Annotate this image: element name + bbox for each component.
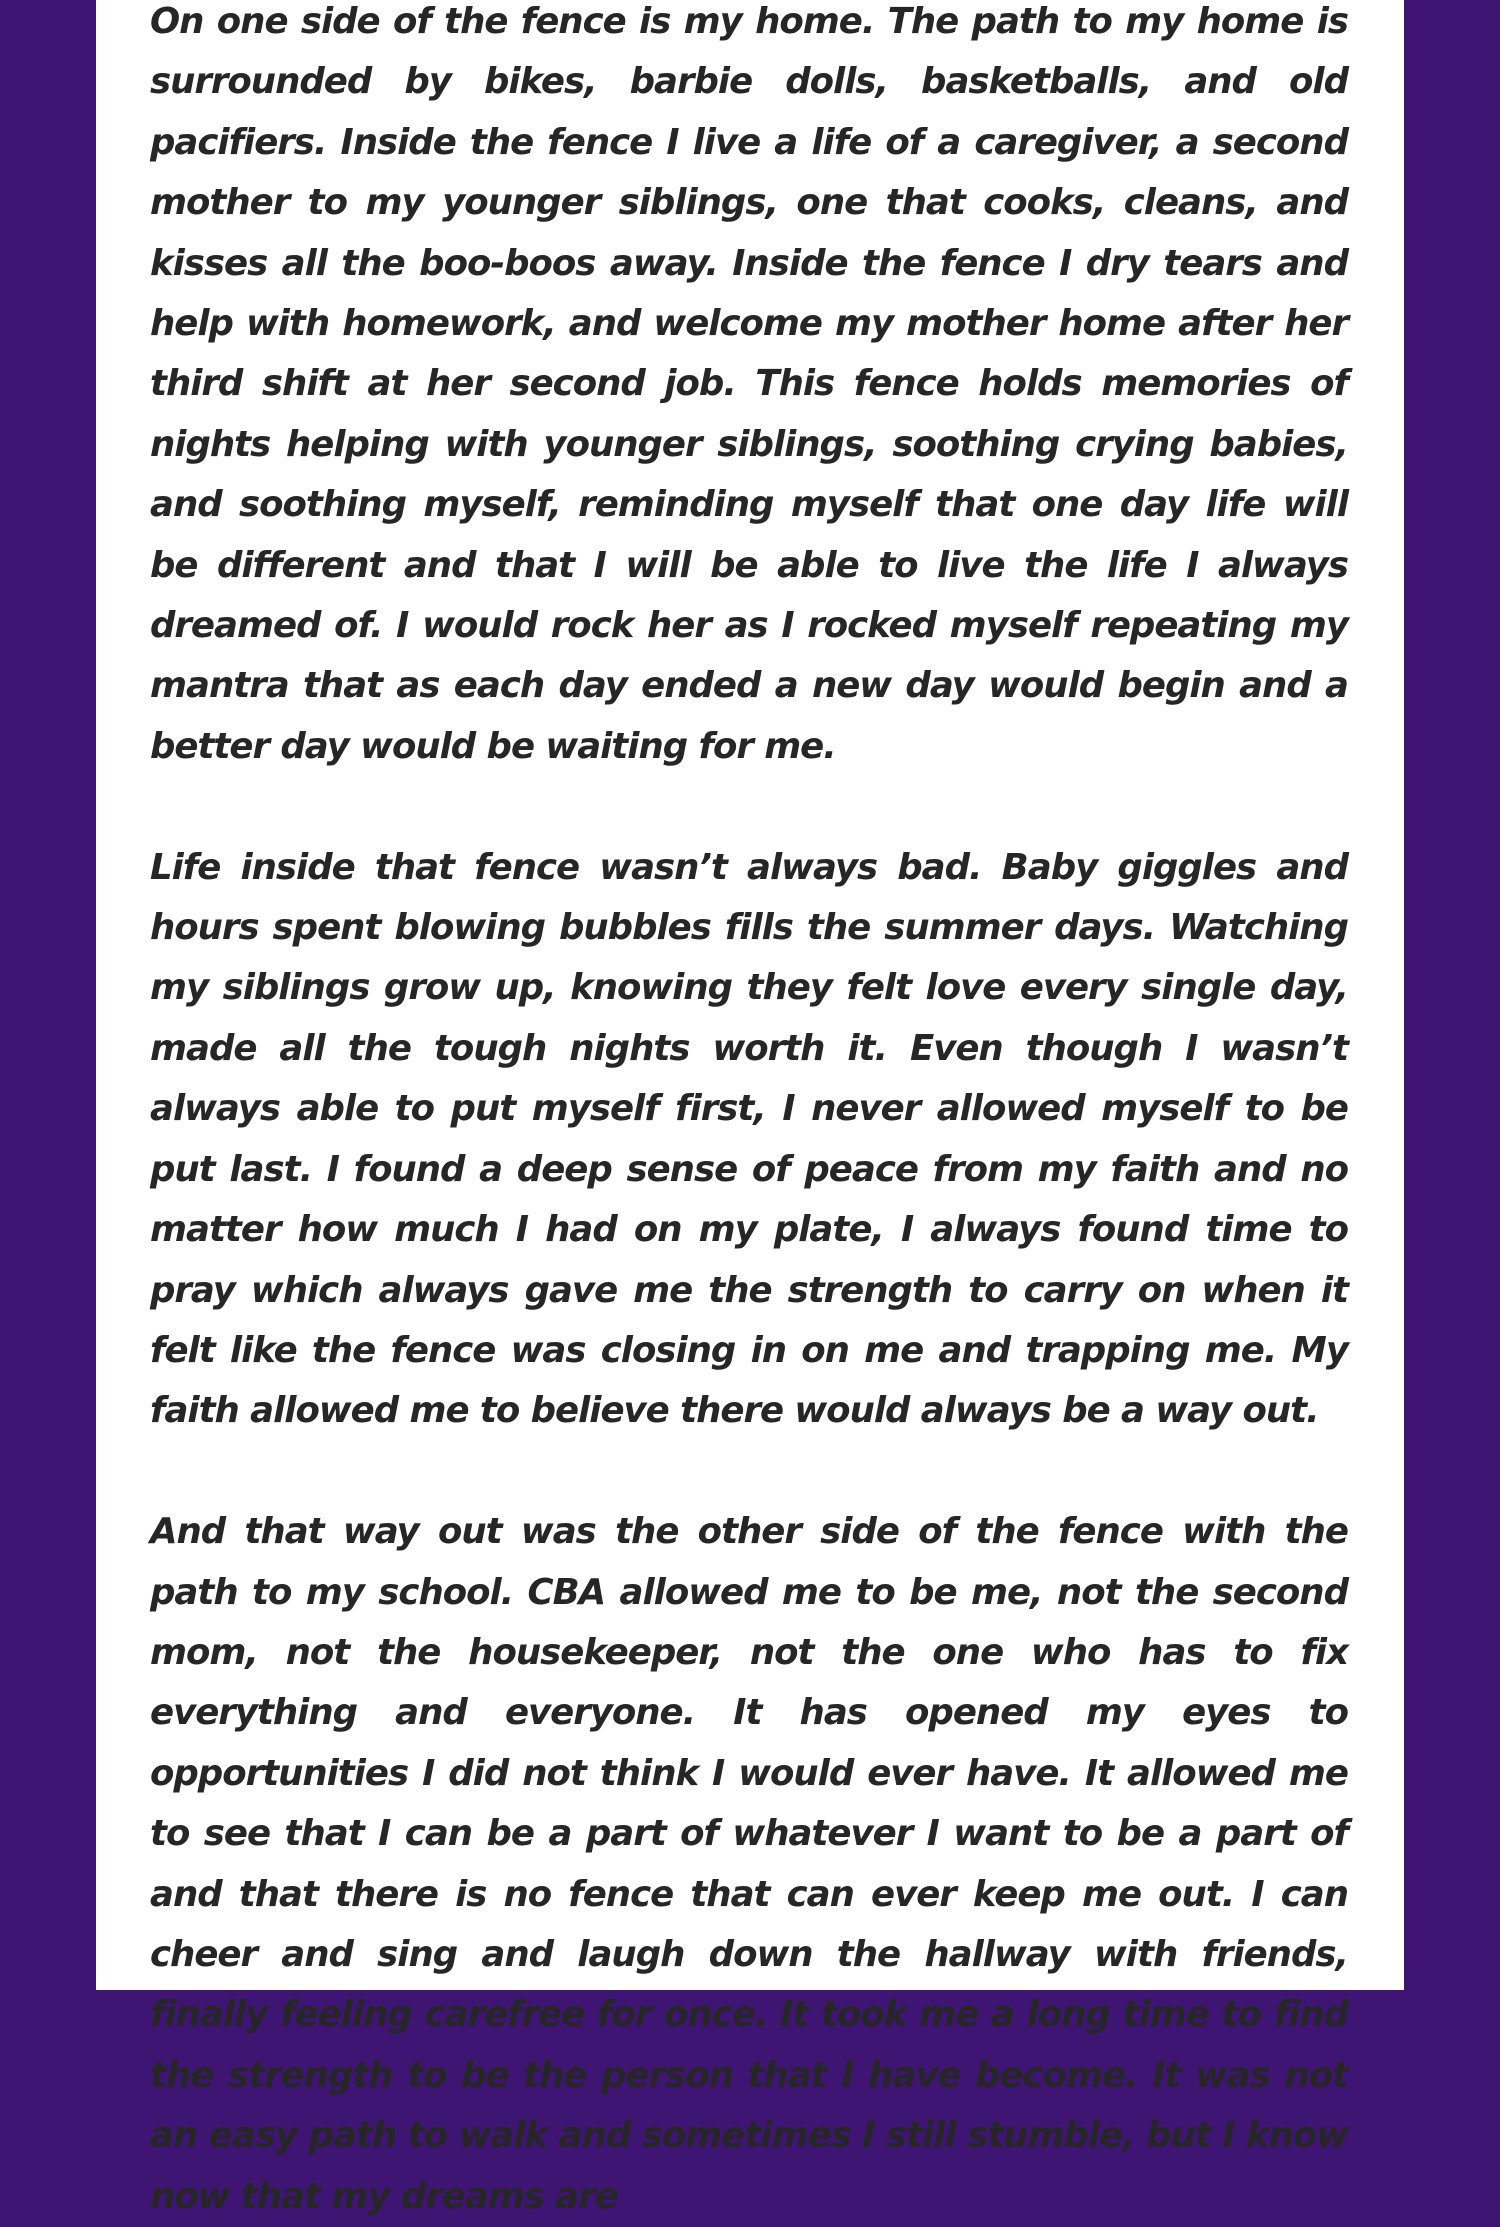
document-page <box>96 0 1404 2217</box>
paragraph-life-inside-fence: Life inside that fence wasn’t always bad. Baby giggles and hours spent blowing bubbles fills the summer days. Watching my siblings grow up, knowing they felt love every single day, made all the tough nights worth it. Even though I wasn’t always able to put myself first, I never allowed myself to be put last. I found a deep sense of peace from my faith and no matter how much I had on my plate, I always found time to pray which always gave me the strength to carry on when it felt like the fence was closing in on me and trapping me. My faith allowed me to believe there would always be a way out. <box>150 846 1348 1432</box>
essay-body <box>150 0 1348 2227</box>
paragraph-way-out: And that way out was the other side of the fence with the path to my school. CBA allowed me to be me, not the second mom, not the housekeeper, not the one who has to fix everything and everyone. It has opened my eyes to opportunities I did not think I would ever have. It allowed me to see that I can be a part of whatever I want to be a part of and that there is no fence that can ever keep me out. I can cheer and sing and laugh down the hallway with friends, finally feeling carefree for once. It took me a long time to find the strength to be the person that I have become. It was not an easy path to walk and sometimes I still stumble, but I know now that my dreams are <box>150 1511 1348 2217</box>
paragraph-home: On one side of the fence is my home. The path to my home is surrounded by bikes, barbie dolls, basketballs, and old pacifiers. Inside the fence I live a life of a caregiver, a second mother to my younger siblings, one that cooks, cleans, and kisses all the boo-boos away. Inside the fence I dry tears and help with homework, and welcome my mother home after her third shift at her second job. This fence holds memories of nights helping with younger siblings, soothing crying babies, and soothing myself, reminding myself that one day life will be different and that I will be able to live the life I always dreamed of. I would rock her as I rocked myself repeating my mantra that as each day ended a new day would begin and a better day would be waiting for me. <box>150 1 1348 767</box>
